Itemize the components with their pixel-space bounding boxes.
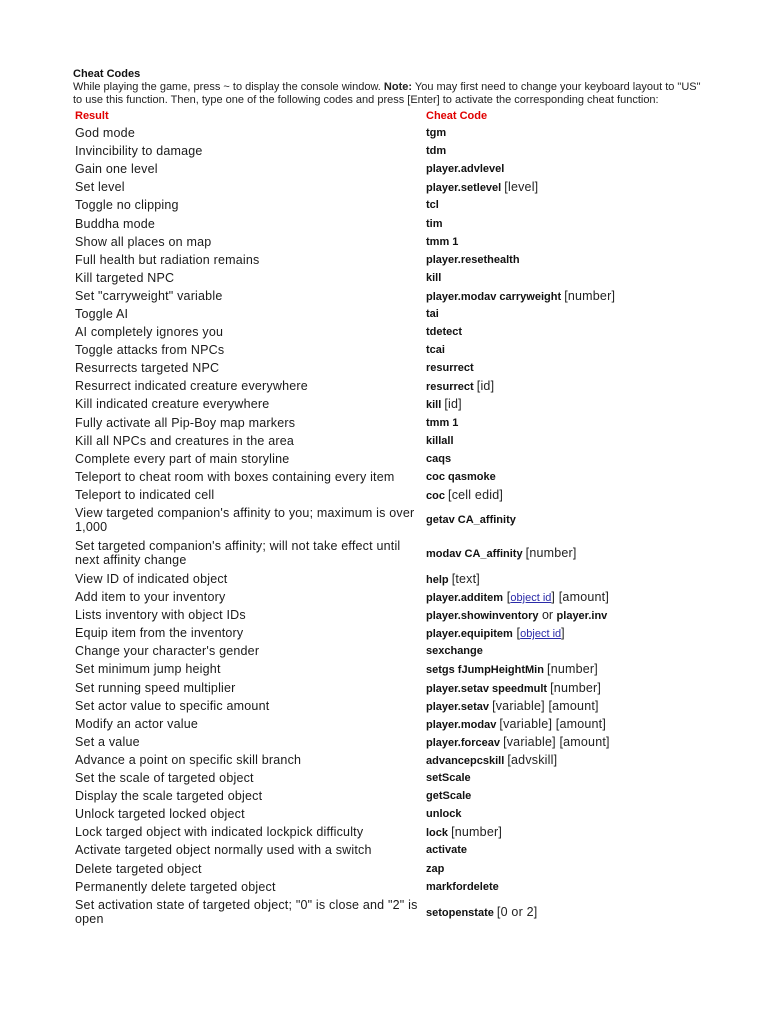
table-row <box>73 269 713 287</box>
table-row <box>73 468 713 486</box>
command: kill <box>426 271 442 284</box>
table-row <box>73 486 713 504</box>
table-row <box>73 896 713 929</box>
command: zap <box>426 862 445 875</box>
table-row <box>73 859 713 877</box>
cheat-code-cell <box>424 233 713 251</box>
argument: [variable] [amount] <box>503 734 610 749</box>
header-result: Result <box>75 110 109 122</box>
table-row <box>73 878 713 896</box>
command: player.additem <box>426 592 504 605</box>
cheat-code-cell <box>424 160 713 178</box>
cheat-code-cell <box>424 733 713 751</box>
cheat-code-cell <box>424 606 713 624</box>
command: killall <box>426 434 454 447</box>
cheat-code-cell <box>424 323 713 341</box>
cheat-code-cell <box>424 679 713 697</box>
command: tmm 1 <box>426 235 459 248</box>
command: lock <box>426 827 449 840</box>
argument: [text] <box>451 572 480 587</box>
cheat-code-cell <box>424 823 713 841</box>
cheat-code-cell <box>424 377 713 395</box>
table-row <box>73 341 713 359</box>
cheat-code-cell <box>424 486 713 504</box>
cheat-code-cell <box>424 305 713 323</box>
result-cell: Modify an actor value <box>75 716 199 731</box>
cheat-code-cell <box>424 878 713 896</box>
command: kill <box>426 399 442 412</box>
document-title: Cheat Codes <box>73 68 141 80</box>
result-cell: Lock targed object with indicated lockpick difficulty <box>75 825 364 840</box>
result-cell: Change your character's gender <box>75 644 260 659</box>
table-row <box>73 178 713 196</box>
result-cell: Set level <box>75 180 125 195</box>
argument: [number] <box>564 288 616 303</box>
cheat-code-cell <box>424 468 713 486</box>
command: setScale <box>426 772 471 785</box>
result-cell: Fully activate all Pip-Boy map markers <box>75 415 296 430</box>
command: player.modav carryweight <box>426 290 562 303</box>
result-cell: Teleport to indicated cell <box>75 487 215 502</box>
argument: [id] <box>476 379 495 394</box>
result-cell: Invincibility to damage <box>75 144 203 159</box>
bracket-close: ] <box>561 626 565 641</box>
table-row <box>73 769 713 787</box>
table-row <box>73 624 713 642</box>
result-cell: Kill all NPCs and creatures in the area <box>75 433 295 448</box>
header-cheat-code: Cheat Code <box>426 110 488 122</box>
result-cell: Display the scale targeted object <box>75 789 263 804</box>
table-row <box>73 359 713 377</box>
cheat-code-cell <box>424 214 713 232</box>
cheat-code-cell <box>424 769 713 787</box>
cheat-code-cell <box>424 251 713 269</box>
result-cell: Set the scale of targeted object <box>75 771 254 786</box>
argument: [number] <box>547 662 598 677</box>
table-row <box>73 395 713 413</box>
command: activate <box>426 844 467 857</box>
command: player.setlevel <box>426 182 502 195</box>
table-row <box>73 787 713 805</box>
intro-text-2: You may first need to change your keyboard layout to "US" to use this function. Then, type one of the following codes and press [Enter] to activate the corresponding cheat function: <box>73 81 701 106</box>
argument: [variable] [amount] <box>499 716 607 731</box>
cheat-code-cell <box>424 642 713 660</box>
argument: [0 or 2] <box>496 905 538 920</box>
cheat-code-cell <box>424 715 713 733</box>
table-row <box>73 606 713 624</box>
table-row <box>73 305 713 323</box>
argument: [variable] [amount] <box>492 698 599 713</box>
command: setgs fJumpHeightMin <box>426 664 544 677</box>
command: tdetect <box>426 326 463 339</box>
table-row <box>73 142 713 160</box>
table-row <box>73 414 713 432</box>
cheat-code-cell <box>424 841 713 859</box>
command: player.equipitem <box>426 628 513 641</box>
table-row <box>73 715 713 733</box>
result-cell: Activate targeted object normally used with a switch <box>75 843 372 858</box>
result-cell: Teleport to cheat room with boxes containing every item <box>75 469 395 484</box>
cheat-code-cell <box>424 787 713 805</box>
table-row <box>73 233 713 251</box>
cheat-code-cell <box>424 341 713 359</box>
cheat-code-cell <box>424 432 713 450</box>
result-cell: AI completely ignores you <box>75 325 224 340</box>
command: caqs <box>426 452 452 465</box>
result-cell: Unlock targeted locked object <box>75 807 245 822</box>
argument: [number] <box>550 680 602 695</box>
table-row <box>73 733 713 751</box>
table-body <box>73 124 713 929</box>
table-row <box>73 124 713 142</box>
command: markfordelete <box>426 880 499 893</box>
command: getav CA_affinity <box>426 514 516 527</box>
cheat-code-cell <box>424 588 713 606</box>
command: tcai <box>426 344 445 357</box>
result-cell: Set "carryweight" variable <box>75 288 223 303</box>
table-row <box>73 450 713 468</box>
object-id-link[interactable]: object id <box>520 628 562 641</box>
table-row <box>73 214 713 232</box>
or-text: or <box>538 608 557 623</box>
result-cell: Lists inventory with object IDs <box>75 608 246 623</box>
intro-text-1: While playing the game, press ~ to display the console window. <box>73 81 384 93</box>
table-row <box>73 841 713 859</box>
table-row <box>73 660 713 678</box>
result-cell: Toggle AI <box>75 306 129 321</box>
cheat-code-cell <box>424 660 713 678</box>
command: tmm 1 <box>426 416 459 429</box>
intro-paragraph <box>73 81 703 106</box>
result-cell: Set a value <box>75 734 140 749</box>
cheat-codes-table <box>73 108 713 929</box>
cheat-code-cell <box>424 395 713 413</box>
result-cell: Equip item from the inventory <box>75 626 244 641</box>
command: resurrect <box>426 362 474 375</box>
command: tgm <box>426 127 447 140</box>
cheat-code-cell <box>424 414 713 432</box>
table-row <box>73 537 713 570</box>
command: coc qasmoke <box>426 470 496 483</box>
command: player.modav <box>426 718 497 731</box>
argument: [advskill] <box>507 752 558 767</box>
result-cell: Permanently delete targeted object <box>75 879 276 894</box>
cheat-code-cell <box>424 287 713 305</box>
argument: [number] <box>525 546 577 561</box>
result-cell: God mode <box>75 126 135 141</box>
table-header-row <box>73 108 713 124</box>
command: getScale <box>426 790 472 803</box>
cheat-code-cell <box>424 859 713 877</box>
object-id-link[interactable]: object id <box>510 592 552 605</box>
command: unlock <box>426 808 462 821</box>
cheat-code-cell <box>424 896 713 929</box>
cheat-code-cell <box>424 178 713 196</box>
command: player.setav speedmult <box>426 682 548 695</box>
cheat-code-cell <box>424 504 713 537</box>
cheat-code-cell <box>424 196 713 214</box>
note-label: Note: <box>383 81 413 93</box>
table-row <box>73 287 713 305</box>
command: tim <box>426 217 443 230</box>
command: modav CA_affinity <box>426 548 523 561</box>
result-cell: Toggle no clipping <box>75 198 179 213</box>
table-row <box>73 588 713 606</box>
argument-amount: [amount] <box>555 590 609 605</box>
command: coc <box>426 489 445 502</box>
table-row <box>73 251 713 269</box>
table-row <box>73 196 713 214</box>
result-cell: Set activation state of targeted object; "0" is close and "2" is open <box>75 898 418 927</box>
cheat-code-cell <box>424 805 713 823</box>
result-cell: Set actor value to specific amount <box>75 698 270 713</box>
command: player.resethealth <box>426 253 520 266</box>
table-row <box>73 323 713 341</box>
command-alt: player.inv <box>556 610 608 623</box>
table-row <box>73 432 713 450</box>
argument: [id] <box>444 397 462 412</box>
table-row <box>73 751 713 769</box>
result-cell: Kill targeted NPC <box>75 270 175 285</box>
cheat-code-cell <box>424 269 713 287</box>
table-row <box>73 679 713 697</box>
cheat-code-cell <box>424 359 713 377</box>
result-cell: Set targeted companion's affinity; will not take effect until next affinity change <box>75 539 401 568</box>
bracket-open: [ <box>512 626 521 641</box>
command: help <box>426 574 449 587</box>
command: tdm <box>426 145 447 158</box>
command: setopenstate <box>426 907 494 920</box>
cheat-code-cell <box>424 450 713 468</box>
table-row <box>73 805 713 823</box>
result-cell: View targeted companion's affinity to you; maximum is over 1,000 <box>75 506 415 535</box>
table-row <box>73 642 713 660</box>
argument: [cell edid] <box>448 487 504 502</box>
command: advancepcskill <box>426 754 505 767</box>
bracket-close: ] <box>551 590 556 605</box>
result-cell: Show all places on map <box>75 234 212 249</box>
result-cell: Buddha mode <box>75 216 156 231</box>
table-row <box>73 823 713 841</box>
result-cell: Set minimum jump height <box>75 662 221 677</box>
command: resurrect <box>426 381 474 394</box>
table-row <box>73 570 713 588</box>
table-row <box>73 697 713 715</box>
table-row <box>73 377 713 395</box>
result-cell: Full health but radiation remains <box>75 252 260 267</box>
result-cell: Advance a point on specific skill branch <box>75 752 302 767</box>
table-row <box>73 160 713 178</box>
command: tcl <box>426 199 439 212</box>
cheat-code-cell <box>424 537 713 570</box>
result-cell: Resurrects targeted NPC <box>75 361 220 376</box>
result-cell: Toggle attacks from NPCs <box>75 343 225 358</box>
result-cell: Gain one level <box>75 162 158 177</box>
command: player.showinventory <box>426 610 539 623</box>
command: player.setav <box>426 700 489 713</box>
result-cell: Resurrect indicated creature everywhere <box>75 379 308 394</box>
result-cell: Delete targeted object <box>75 861 202 876</box>
command: sexchange <box>426 645 483 658</box>
result-cell: Complete every part of main storyline <box>75 451 290 466</box>
command: tai <box>426 307 439 320</box>
cheat-code-cell <box>424 624 713 642</box>
command: player.advlevel <box>426 163 505 176</box>
argument: [level] <box>504 180 539 195</box>
cheat-codes-document <box>73 68 703 929</box>
result-cell: View ID of indicated object <box>75 572 228 587</box>
result-cell: Set running speed multiplier <box>75 680 236 695</box>
cheat-code-cell <box>424 142 713 160</box>
cheat-code-cell <box>424 751 713 769</box>
result-cell: Add item to your inventory <box>75 590 226 605</box>
command: player.forceav <box>426 736 500 749</box>
cheat-code-cell <box>424 697 713 715</box>
argument: [number] <box>451 825 503 840</box>
result-cell: Kill indicated creature everywhere <box>75 397 270 412</box>
cheat-code-cell <box>424 570 713 588</box>
table-row <box>73 504 713 537</box>
cheat-code-cell <box>424 124 713 142</box>
bracket-open: [ <box>503 590 511 605</box>
